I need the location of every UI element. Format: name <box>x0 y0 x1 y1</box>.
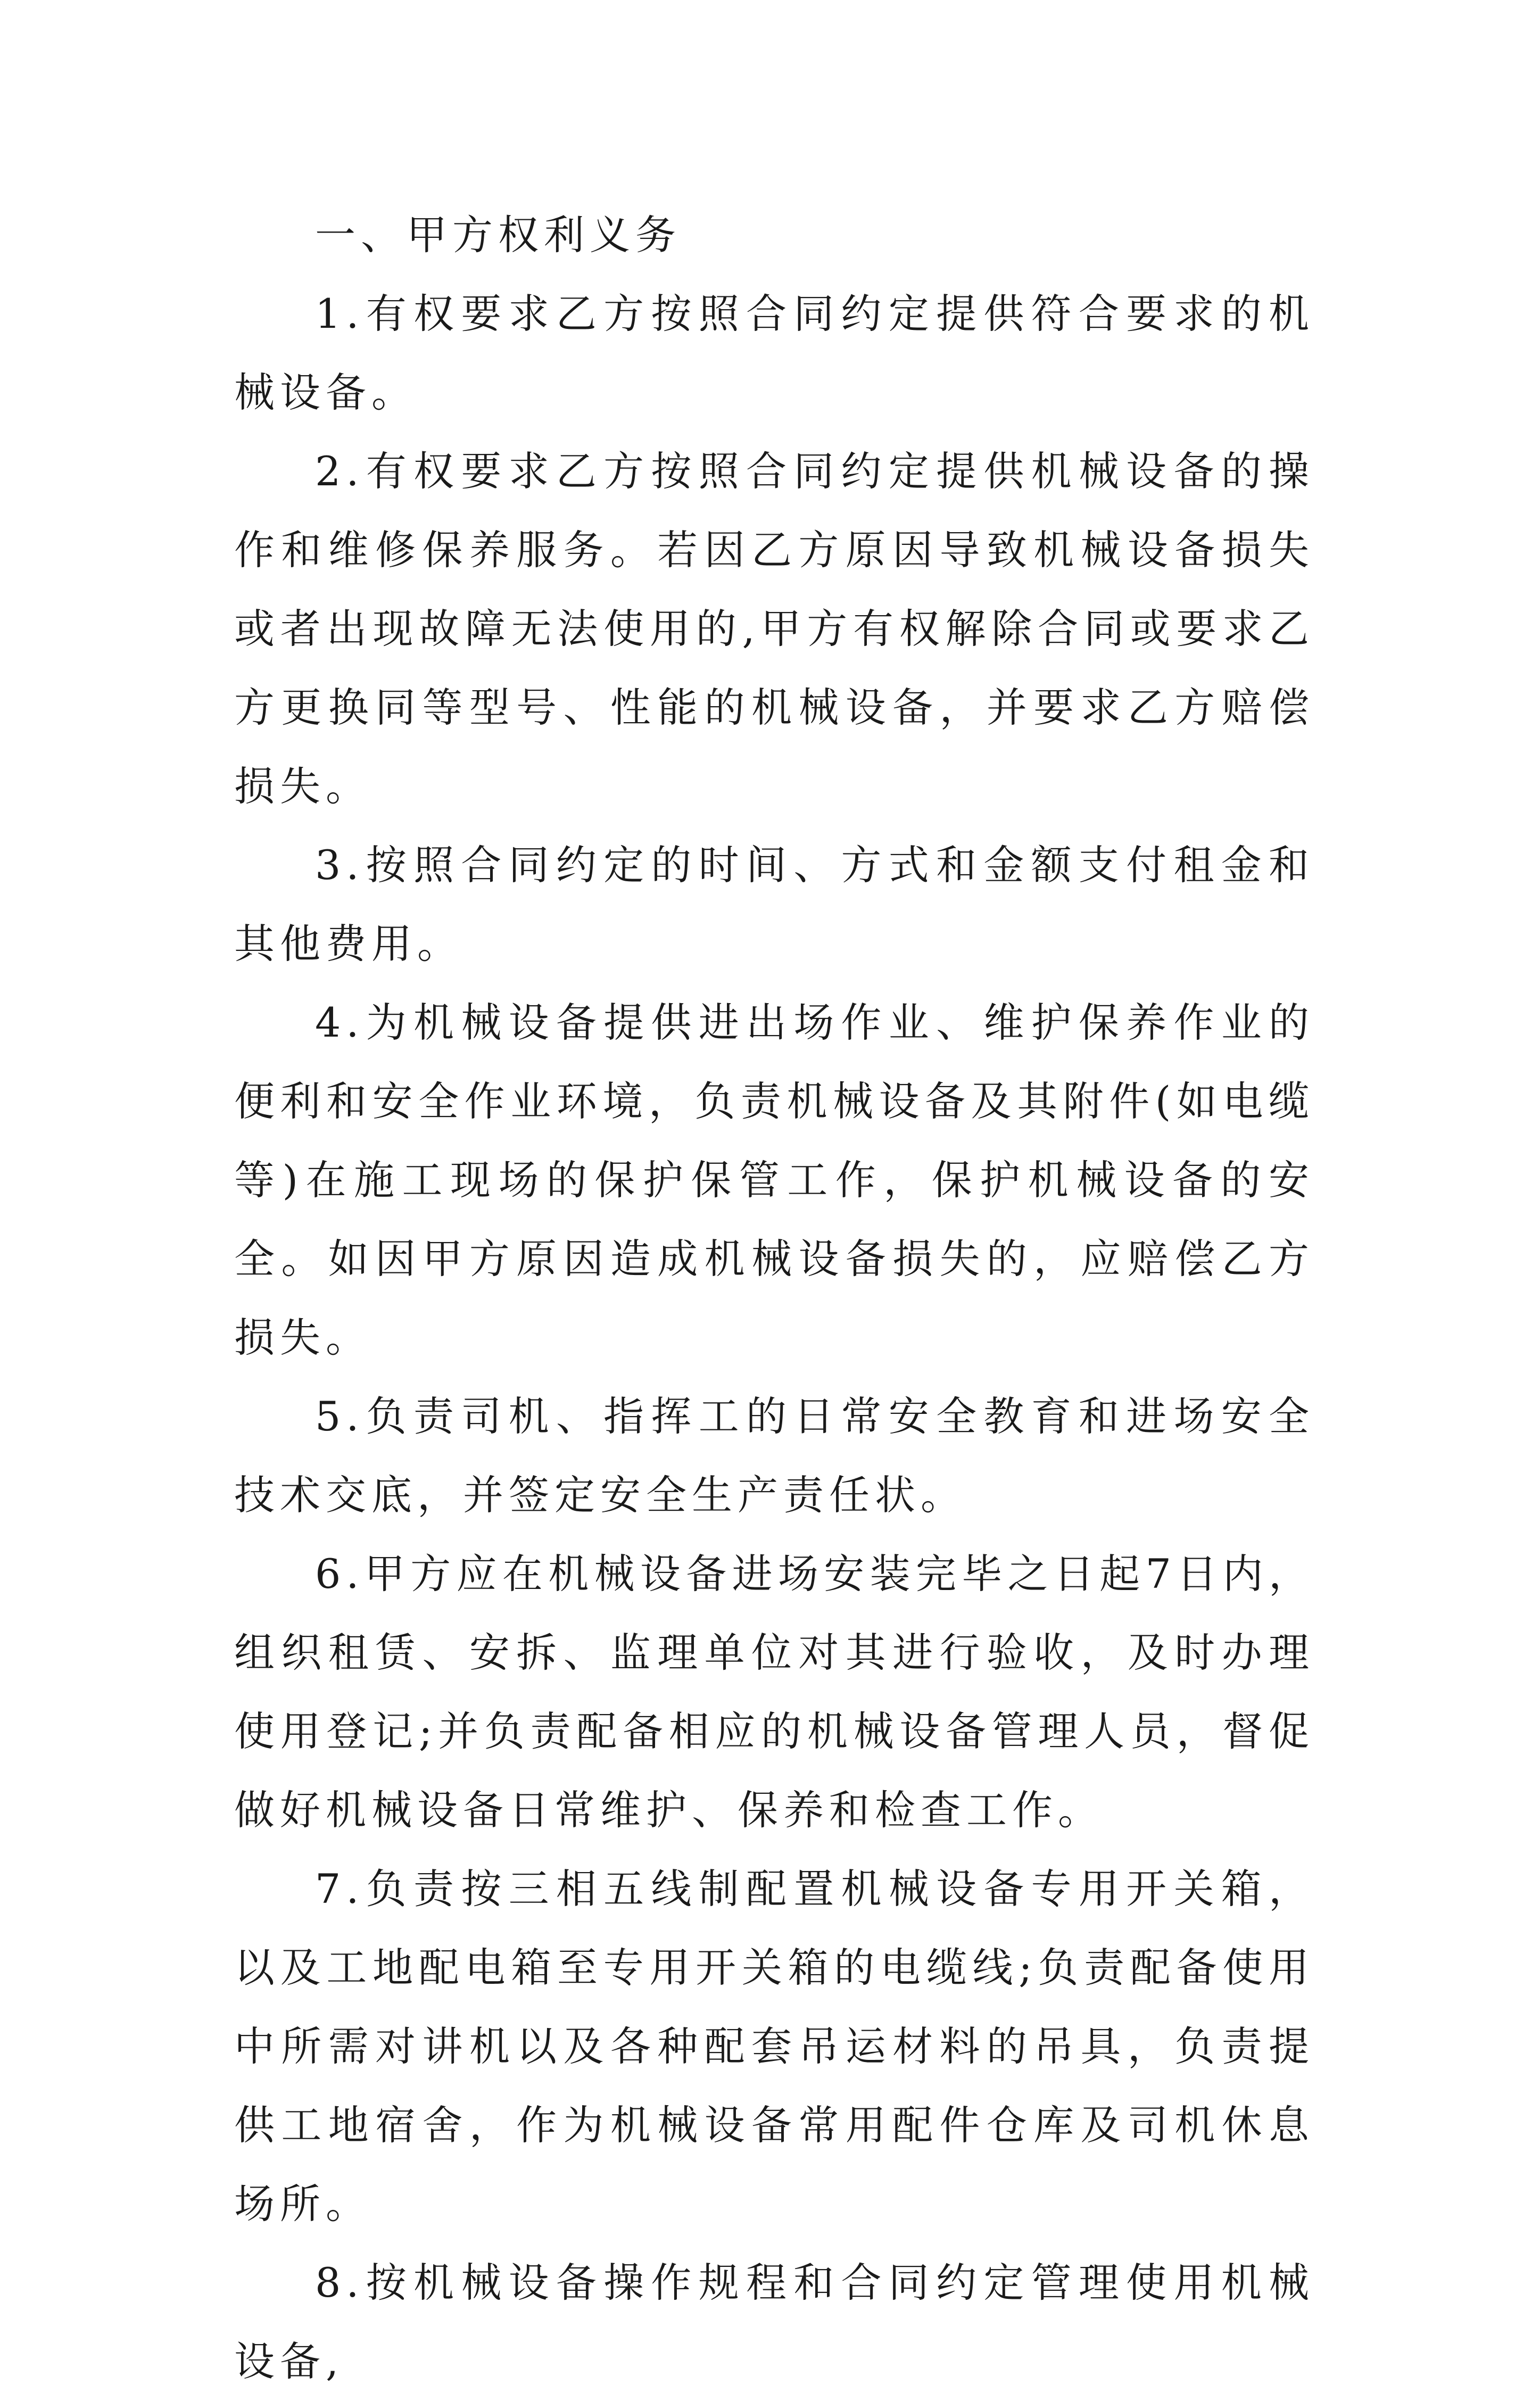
clause-7: 7.负责按三相五线制配置机械设备专用开关箱，以及工地配电箱至专用开关箱的电缆线;负责配备使用中所需对讲机以及各种配套吊运材料的吊具，负责提供工地宿舍，作为机械设备常用配件仓库及司机休息场所。 <box>234 1865 1314 2228</box>
document-body <box>234 196 1314 2401</box>
clause-4: 4.为机械设备提供进出场作业、维护保养作业的便利和安全作业环境，负责机械设备及其附件(如电缆等)在施工现场的保护保管工作，保护机械设备的安全。如因甲方原因造成机械设备损失的，应赔偿乙方损失。 <box>234 999 1314 1361</box>
clause-5: 5.负责司机、指挥工的日常安全教育和进场安全技术交底，并签定安全生产责任状。 <box>234 1393 1314 1519</box>
clause-1: 1.有权要求乙方按照合同约定提供符合要求的机械设备。 <box>234 290 1314 416</box>
clause-3: 3.按照合同约定的时间、方式和金额支付租金和其他费用。 <box>234 841 1314 967</box>
section-heading: 一、甲方权利义务 <box>315 211 681 259</box>
clause-2: 2.有权要求乙方按照合同约定提供机械设备的操作和维修保养服务。若因乙方原因导致机械设备损失或者出现故障无法使用的,甲方有权解除合同或要求乙方更换同等型号、性能的机械设备，并要求乙方赔偿损失。 <box>234 448 1314 810</box>
clause-6: 6.甲方应在机械设备进场安装完毕之日起7日内，组织租赁、安拆、监理单位对其进行验收，及时办理使用登记;并负责配备相应的机械设备管理人员，督促做好机械设备日常维护、保养和检查工作。 <box>234 1550 1314 1834</box>
clause-8: 8.按机械设备操作规程和合同约定管理使用机械设备, <box>234 2259 1314 2385</box>
